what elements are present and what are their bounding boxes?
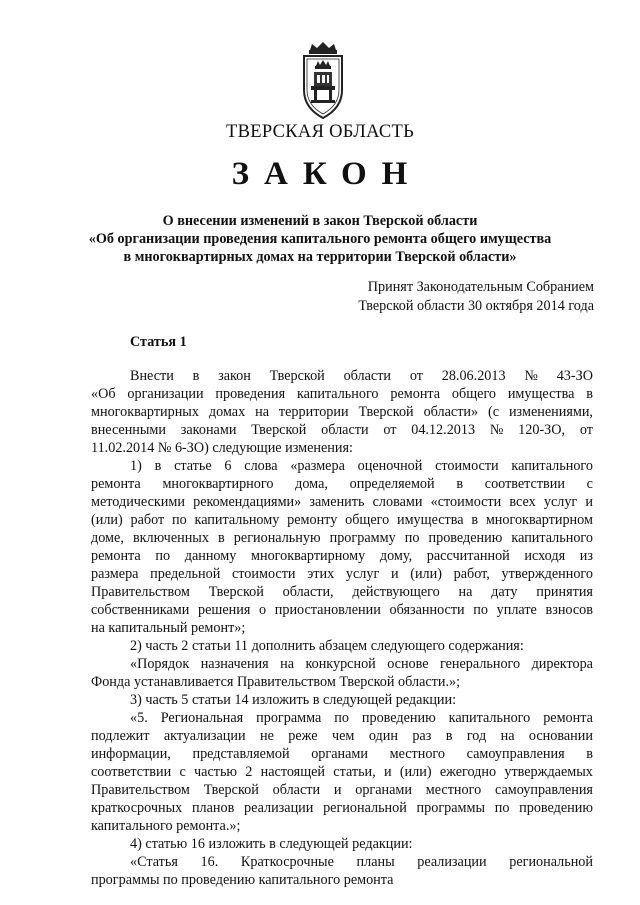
body-word: проведения: [215, 386, 286, 402]
body-word: в: [586, 386, 593, 402]
adoption-note: [358, 278, 594, 316]
body-line: [91, 547, 593, 565]
adoption-note-line: Принят Законодательным Собранием: [367, 279, 594, 295]
body-line: [91, 403, 593, 421]
body-word: работ,: [453, 566, 490, 582]
body-word: закон: [218, 368, 251, 384]
body-word: услуг: [345, 566, 380, 582]
body-word: проведению: [428, 530, 503, 546]
body-line: [91, 727, 593, 745]
body-line: 11.02.2014 № 6-ЗО) следующие изменения:: [91, 440, 353, 456]
body-word: генерального: [439, 656, 521, 672]
body-word: определяемой: [349, 476, 435, 492]
body-word: в: [218, 530, 225, 546]
body-line: [91, 601, 593, 619]
body-word: по: [404, 530, 420, 546]
body-word: утвержденного: [501, 566, 593, 582]
body-word: имущества: [507, 386, 575, 402]
body-word: многоквартирного: [162, 476, 274, 492]
body-word: исходя: [524, 548, 566, 564]
body-line: 2) часть 2 статьи 11 дополнить абзацем следующего содержания:: [130, 638, 524, 654]
document-type: ЗАКОН: [231, 156, 423, 192]
body-word: словами: [372, 494, 423, 510]
body-word: с: [586, 476, 593, 492]
body-word: Тверской: [269, 368, 325, 384]
body-line: [91, 763, 593, 781]
body-word: (с: [488, 404, 500, 420]
body-word: соответствии: [91, 764, 172, 780]
body-word: проведению: [361, 710, 436, 726]
body-word: многоквартирному: [251, 548, 366, 564]
body-word: собственниками: [91, 602, 190, 618]
body-word: №: [489, 422, 504, 438]
body-line: [91, 745, 593, 763]
body-word: услуг: [543, 494, 578, 510]
body-word: утверждаемых: [504, 764, 593, 780]
law-title-line: «Об организации проведения капитального ремонта общего имущества: [88, 231, 552, 247]
body-word: внесенными: [91, 422, 166, 438]
body-word: дату: [491, 584, 518, 600]
body-word: слова: [244, 458, 278, 474]
body-word: в: [445, 728, 453, 744]
body-word: заменить: [309, 494, 365, 510]
body-line: [91, 709, 593, 727]
body-word: и: [390, 566, 399, 582]
body-word: Правительством: [91, 782, 190, 798]
body-word: «5.: [130, 710, 148, 726]
body-word: по: [494, 800, 510, 816]
body-word: по: [155, 548, 171, 564]
body-word: программа: [256, 710, 322, 726]
body-word: представляемой: [192, 746, 290, 762]
body-line: 4) статью 16 изложить в следующей редакции:: [130, 836, 413, 852]
body-word: органами: [311, 746, 368, 762]
body-word: от: [383, 422, 397, 438]
body-word: стоимости: [435, 458, 499, 474]
body-line: [91, 385, 593, 403]
body-word: №: [524, 368, 538, 384]
body-word: Тверской: [208, 584, 264, 600]
body-word: организации: [127, 386, 204, 402]
body-line: капитального ремонта.»;: [91, 818, 241, 834]
body-word: в: [154, 458, 162, 474]
body-word: программы: [416, 800, 486, 816]
body-word: программу: [329, 530, 396, 546]
law-title: [60, 212, 580, 266]
body-word: стоимости: [232, 566, 296, 582]
body-word: размера: [91, 566, 139, 582]
body-word: самоуправления: [494, 782, 593, 798]
body-word: от: [409, 368, 423, 384]
body-word: реже: [288, 728, 318, 744]
body-word: по: [172, 512, 187, 528]
body-word: изменениями,: [508, 404, 593, 420]
body-word: предельной: [150, 566, 221, 582]
body-word: соответствии: [484, 476, 565, 492]
body-word: рассчитанной: [426, 548, 510, 564]
body-word: дома,: [295, 476, 328, 492]
body-word: по: [334, 710, 349, 726]
body-word: по: [473, 602, 488, 618]
body-word: данному: [184, 548, 237, 564]
body-word: 120-ЗО,: [518, 422, 566, 438]
body-word: (или): [410, 566, 442, 582]
body-word: «размера: [290, 458, 345, 474]
law-title-line: в многоквартирных домах на территории Тверской области»: [123, 249, 517, 265]
body-word: законами: [180, 422, 237, 438]
body-word: 04.12.2013: [411, 422, 476, 438]
body-word: на: [255, 404, 269, 420]
body-word: Внести: [130, 368, 174, 384]
body-word: уплате: [496, 602, 537, 618]
body-word: краткосрочных: [91, 800, 183, 816]
body-word: капитального: [511, 530, 593, 546]
body-word: региональной: [323, 800, 407, 816]
body-word: 2: [245, 764, 253, 780]
body-word: методическими: [91, 494, 185, 510]
body-word: назначения: [200, 656, 269, 672]
body-word: принятия: [536, 584, 593, 600]
body-word: Региональная: [160, 710, 244, 726]
body-line: Фонда устанавливается Правительством Тверской области.»;: [91, 674, 461, 690]
body-word: территории: [278, 404, 349, 420]
body-word: планы: [356, 854, 395, 870]
body-word: многоквартирном: [485, 512, 593, 528]
body-word: рекомендациями»: [193, 494, 302, 510]
body-word: основании: [528, 728, 593, 744]
body-word: и: [585, 494, 593, 510]
body-line: [91, 457, 593, 475]
article-body: [91, 367, 593, 889]
body-line: [91, 529, 593, 547]
body-line: [91, 853, 593, 871]
body-word: самоуправления: [466, 746, 565, 762]
body-word: ремонта: [91, 548, 141, 564]
body-line: [91, 511, 593, 529]
body-word: местного: [389, 746, 445, 762]
body-word: 1): [130, 458, 142, 474]
body-word: подлежит: [91, 728, 150, 744]
body-word: доме,: [91, 530, 124, 546]
body-word: решения: [198, 602, 251, 618]
body-word: «Статья: [130, 854, 178, 870]
coat-of-arms-icon: [298, 42, 348, 122]
body-word: работ: [130, 512, 165, 528]
body-word: Правительством: [91, 584, 190, 600]
body-word: общего: [451, 386, 497, 402]
body-word: органами: [355, 782, 412, 798]
body-word: Тверской: [358, 404, 414, 420]
body-word: всех: [509, 494, 536, 510]
body-word: от: [579, 422, 593, 438]
body-word: области,: [282, 584, 334, 600]
body-line: [91, 367, 593, 385]
body-word: (или): [399, 764, 432, 780]
body-line: на капитальный ремонт»;: [91, 620, 246, 636]
body-word: с: [179, 764, 186, 780]
body-word: частью: [194, 764, 238, 780]
body-word: статьи,: [333, 764, 376, 780]
body-word: ежегодно: [439, 764, 497, 780]
body-line: [91, 565, 593, 583]
body-word: местного: [425, 782, 482, 798]
region-name: ТВЕРСКАЯ ОБЛАСТЬ: [225, 122, 415, 142]
body-line: [91, 781, 593, 799]
body-word: реализации: [417, 854, 487, 870]
body-word: «Об: [91, 386, 116, 402]
adoption-note-line: Тверской области 30 октября 2014 года: [358, 298, 594, 314]
body-word: в: [456, 476, 464, 492]
body-line: [91, 583, 593, 601]
body-word: 6: [224, 458, 232, 474]
body-word: Тверской: [251, 422, 307, 438]
body-word: 43-ЗО: [556, 368, 593, 384]
body-word: многоквартирных: [91, 404, 199, 420]
body-word: области: [343, 368, 392, 384]
body-word: взносов: [545, 602, 593, 618]
body-word: и: [383, 764, 392, 780]
body-word: на: [458, 584, 473, 600]
body-word: информации,: [91, 746, 171, 762]
body-word: ремонта: [390, 386, 441, 402]
body-word: в: [192, 368, 200, 384]
body-word: капитального: [448, 710, 531, 726]
body-word: один: [368, 728, 398, 744]
body-word: этих: [307, 566, 335, 582]
body-word: актуализации: [163, 728, 246, 744]
body-word: на: [280, 656, 294, 672]
body-word: ремонта: [543, 710, 593, 726]
body-word: «стоимости: [430, 494, 502, 510]
body-word: Тверской: [203, 782, 259, 798]
body-word: не: [259, 728, 274, 744]
body-word: домах: [208, 404, 246, 420]
body-word: чем: [332, 728, 355, 744]
body-word: планов: [191, 800, 235, 816]
body-word: в: [471, 512, 479, 528]
body-word: региональную: [233, 530, 321, 546]
body-word: статье: [174, 458, 212, 474]
body-word: (или): [91, 512, 123, 528]
body-word: Краткосрочные: [240, 854, 334, 870]
body-word: конкурсной: [305, 656, 376, 672]
body-word: капитальному: [194, 512, 280, 528]
body-word: о: [259, 602, 267, 618]
body-word: раз: [412, 728, 432, 744]
body-word: ремонта: [91, 476, 141, 492]
body-word: проведению: [519, 800, 593, 816]
body-word: капитального: [296, 386, 379, 402]
body-line: [91, 421, 593, 439]
body-word: основе: [387, 656, 429, 672]
body-line: [91, 475, 593, 493]
body-word: оценочной: [357, 458, 423, 474]
law-title-line: О внесении изменений в закон Тверской области: [162, 213, 478, 229]
body-line: [91, 493, 593, 511]
body-line: 3) часть 5 статьи 14 изложить в следующей редакции:: [130, 692, 457, 708]
body-word: директора: [531, 656, 593, 672]
body-word: области: [272, 782, 321, 798]
body-word: области: [321, 422, 369, 438]
body-line: [91, 799, 593, 817]
article-heading: Статья 1: [130, 334, 187, 350]
body-word: настоящей: [260, 764, 326, 780]
body-word: «Порядок: [130, 656, 190, 672]
body-word: обязанности: [389, 602, 465, 618]
body-word: региональной: [509, 854, 593, 870]
body-word: из: [579, 548, 593, 564]
body-line: программы по проведению капитального ремонта: [91, 872, 394, 888]
body-word: общего: [345, 512, 390, 528]
body-word: и: [333, 782, 342, 798]
body-line: [91, 655, 593, 673]
body-word: 16.: [200, 854, 219, 870]
body-word: включенных: [132, 530, 209, 546]
body-word: капитального: [511, 458, 593, 474]
body-word: дому,: [379, 548, 413, 564]
body-word: в: [586, 746, 593, 762]
body-word: ремонту: [287, 512, 338, 528]
body-word: 28.06.2013: [441, 368, 506, 384]
body-word: действующего: [352, 584, 440, 600]
body-word: области»: [423, 404, 479, 420]
body-word: приостановлении: [274, 602, 381, 618]
body-word: на: [500, 728, 515, 744]
body-word: год: [466, 728, 487, 744]
body-word: реализации: [244, 800, 314, 816]
body-word: имущества: [396, 512, 464, 528]
